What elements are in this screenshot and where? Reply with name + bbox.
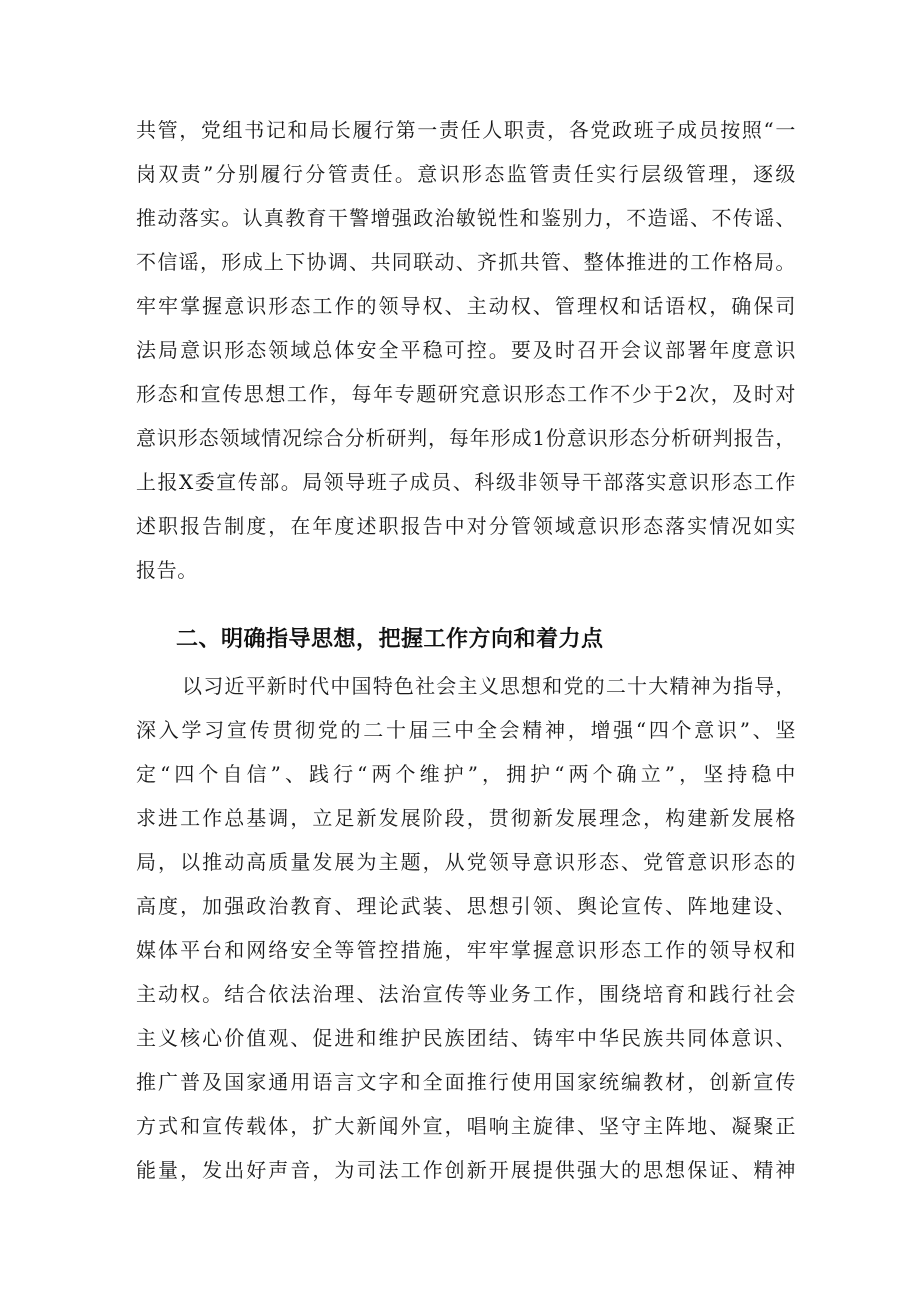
text-line: 方式和宣传载体，扩大新闻外宣，唱响主旋律、坚守主阵地、凝聚正	[136, 1114, 796, 1138]
text-line: 主动权。结合依法治理、法治宣传等业务工作，围绕培育和践行社会	[136, 982, 796, 1006]
text-line: 述职报告制度，在年度述职报告中对分管领域意识形态落实情况如实	[136, 514, 796, 538]
text-line: 推动落实。认真教育干警增强政治敏锐性和鉴别力，不造谣、不传谣、	[136, 206, 796, 230]
text-line: 法局意识形态领域总体安全平稳可控。要及时召开会议部署年度意识	[136, 338, 796, 362]
text-line: 以习近平新时代中国特色社会主义思想和党的二十大精神为指导，	[182, 674, 796, 698]
text-line: 定“四个自信”、践行“两个维护”，拥护“两个确立”，坚持稳中	[136, 762, 796, 786]
text-line: 主义核心价值观、促进和维护民族团结、铸牢中华民族共同体意识、	[136, 1026, 796, 1050]
text-line: 意识形态领域情况综合分析研判，每年形成1份意识形态分析研判报告，	[136, 426, 796, 450]
text-line: 高度，加强政治教育、理论武装、思想引领、舆论宣传、阵地建设、	[136, 894, 796, 918]
section-heading: 二、明确指导思想，把握工作方向和着力点	[176, 627, 604, 652]
text-line: 媒体平台和网络安全等管控措施，牢牢掌握意识形态工作的领导权和	[136, 938, 796, 962]
text-line: 求进工作总基调，立足新发展阶段，贯彻新发展理念，构建新发展格	[136, 806, 796, 830]
text-line: 形态和宣传思想工作，每年专题研究意识形态工作不少于2次，及时对	[136, 382, 796, 406]
text-line: 局，以推动高质量发展为主题，从党领导意识形态、党管意识形态的	[136, 850, 796, 874]
text-line: 不信谣，形成上下协调、共同联动、齐抓共管、整体推进的工作格局。	[136, 250, 796, 274]
text-line: 岗双责”分别履行分管责任。意识形态监管责任实行层级管理，逐级	[136, 162, 796, 186]
text-line: 能量，发出好声音，为司法工作创新开展提供强大的思想保证、精神	[136, 1158, 796, 1182]
text-line: 上报X委宣传部。局领导班子成员、科级非领导干部落实意识形态工作	[136, 470, 796, 494]
text-line: 报告。	[136, 558, 198, 582]
text-line: 牢牢掌握意识形态工作的领导权、主动权、管理权和话语权，确保司	[136, 294, 796, 318]
text-line: 深入学习宣传贯彻党的二十届三中全会精神，增强“四个意识”、坚	[136, 718, 796, 742]
text-line: 推广普及国家通用语言文字和全面推行使用国家统编教材，创新宣传	[136, 1070, 796, 1094]
text-line: 共管，党组书记和局长履行第一责任人职责，各党政班子成员按照“一	[136, 118, 796, 142]
